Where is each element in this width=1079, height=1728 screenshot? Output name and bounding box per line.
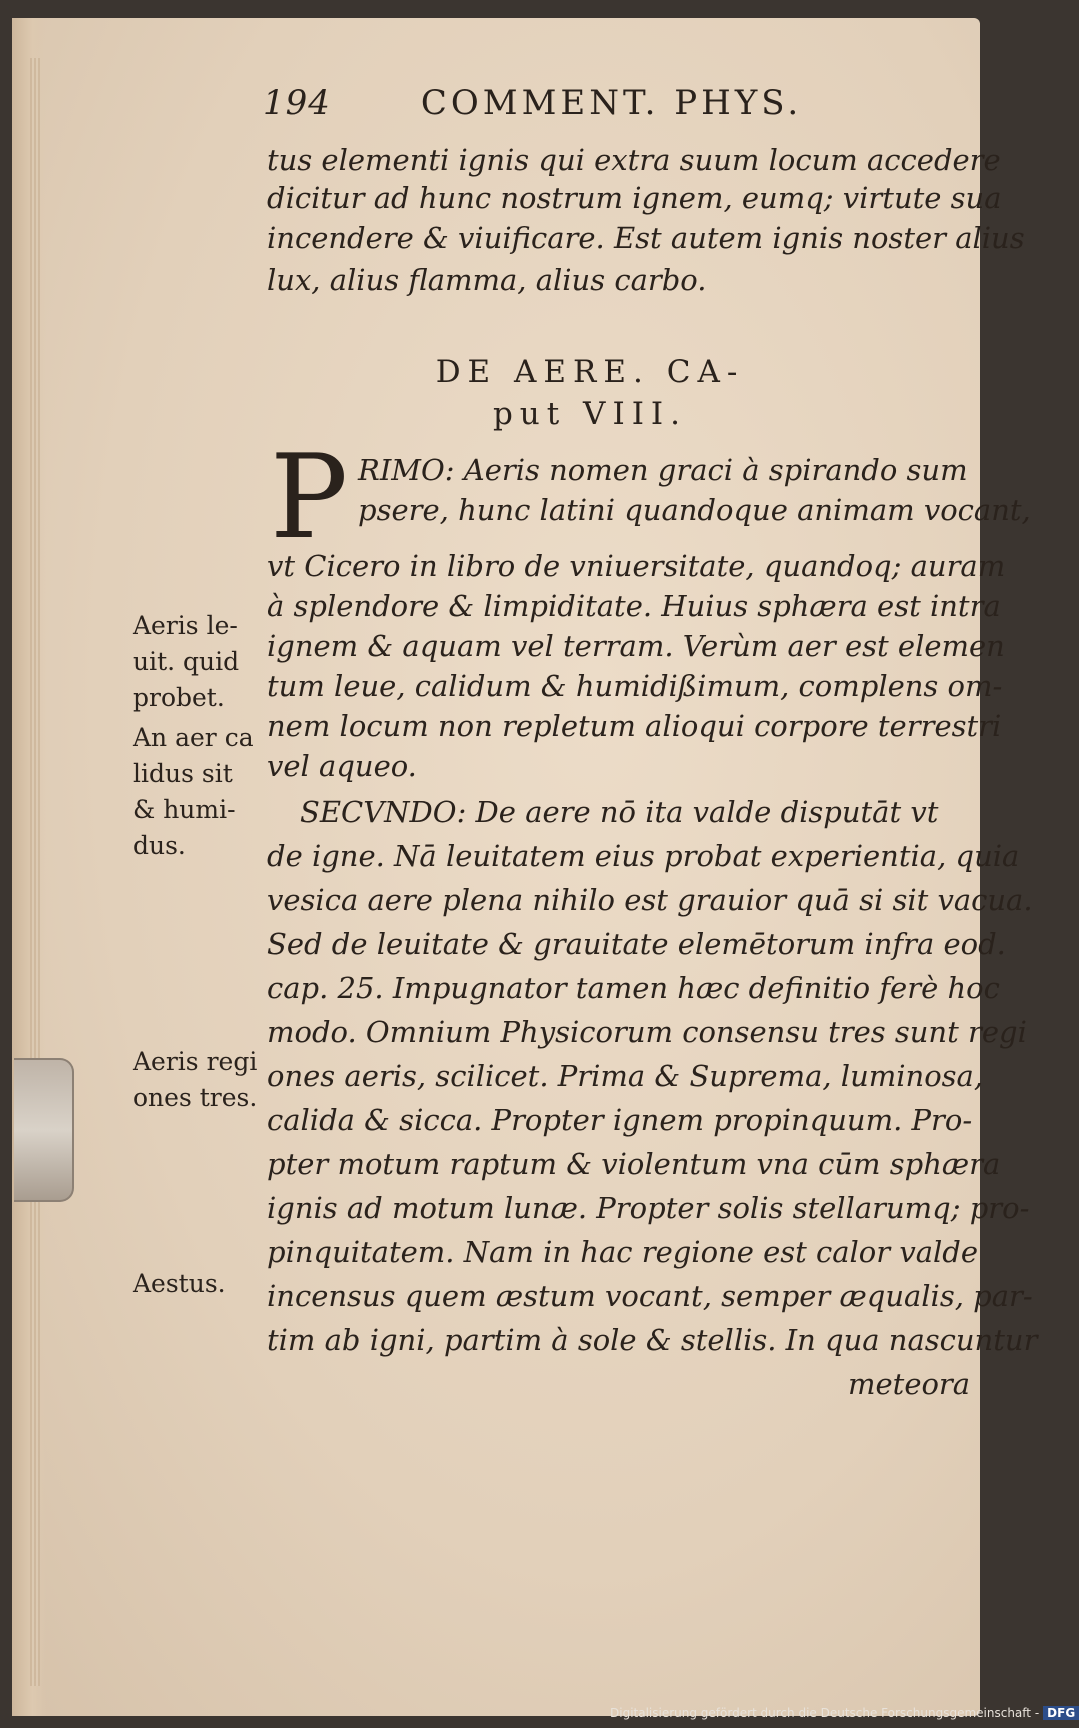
marginal-note-line: Aeris le- — [133, 611, 238, 640]
marginal-note-line: & humi- — [133, 795, 236, 824]
text-line: incensus quem æstum vocant, semper æqualis, par- — [267, 1279, 1033, 1313]
text-line: dicitur ad hunc nostrum ignem, eumq; virtute sua — [267, 181, 1002, 215]
text-line: cap. 25. Impugnator tamen hæc definitio ferè hoc — [267, 971, 1000, 1005]
marginal-note-line: ones tres. — [133, 1083, 258, 1112]
text-line: à splendore & limpiditate. Huius sphæra est intra — [267, 589, 1001, 623]
running-header — [263, 78, 883, 128]
running-title: COMMENT. PHYS. — [420, 83, 803, 123]
text-line: de igne. Nā leuitatem eius probat experientia, quia — [267, 839, 1020, 873]
marginal-note — [133, 1266, 273, 1302]
page-clip — [14, 1058, 74, 1202]
text-line: psere, hunc latini quandoque animam vocant, — [358, 493, 1031, 527]
page-number: 194 — [263, 83, 331, 123]
marginal-note-line: Aeris regi — [133, 1047, 258, 1076]
text-line: ignis ad motum lunæ. Propter solis stellarumq; pro- — [267, 1191, 1030, 1225]
text-line: tum leue, calidum & humidißimum, complens om- — [267, 669, 1003, 703]
page-leaf-edges — [30, 58, 40, 1686]
drop-cap: P — [270, 430, 349, 565]
marginal-note-line: dus. — [133, 831, 186, 860]
text-line: calida & sicca. Propter ignem propinquum. Pro- — [267, 1103, 973, 1137]
text-line: Sed de leuitate & grauitate elemētorum infra eod. — [267, 927, 1006, 961]
text-line: SECVNDO: De aere nō ita valde disputāt vt — [300, 795, 939, 829]
chapter-subtitle: put VIII. — [492, 396, 688, 432]
digitization-footer — [610, 1706, 1079, 1724]
text-line: vesica aere plena nihilo est grauior quā si sit vacua. — [267, 883, 1033, 917]
marginal-note — [133, 1044, 273, 1116]
text-line: incendere & viuificare. Est autem ignis noster alius — [267, 221, 1025, 255]
text-line: ones aeris, scilicet. Prima & Suprema, luminosa, — [267, 1059, 984, 1093]
text-line: RIMO: Aeris nomen graci à spirando sum — [358, 453, 968, 487]
text-line: vel aqueo. — [267, 749, 417, 783]
text-line: modo. Omnium Physicorum consensu tres sunt regi — [267, 1015, 1027, 1049]
catchword: meteora — [848, 1367, 971, 1401]
page-spine-shadow — [12, 18, 46, 1716]
marginal-note-line: Aestus. — [133, 1269, 226, 1298]
dfg-logo: DFG — [1043, 1706, 1079, 1720]
text-line: pter motum raptum & violentum vna cūm sphæra — [267, 1147, 1001, 1181]
text-line: lux, alius flamma, alius carbo. — [267, 263, 707, 297]
text-line: tus elementi ignis qui extra suum locum accedere — [267, 143, 1001, 177]
marginal-note-line: An aer ca — [133, 723, 254, 752]
marginal-note — [133, 608, 273, 716]
text-line: nem locum non repletum alioqui corpore terrestri — [267, 709, 1002, 743]
footer-text: Digitalisierung gefördert durch die Deutsche Forschungsgemeinschaft - — [610, 1706, 1040, 1720]
marginal-note-line: uit. quid — [133, 647, 240, 676]
marginal-note-line: probet. — [133, 683, 225, 712]
chapter-title: DE AERE. CA- — [435, 354, 745, 390]
marginal-note — [133, 720, 273, 864]
text-line: tim ab igni, partim à sole & stellis. In qua nascuntur — [267, 1323, 1038, 1357]
text-line: pinquitatem. Nam in hac regione est calor valde — [267, 1235, 979, 1269]
marginal-note-line: lidus sit — [133, 759, 233, 788]
text-line: vt Cicero in libro de vniuersitate, quandoq; auram — [267, 549, 1006, 583]
text-line: ignem & aquam vel terram. Verùm aer est elemen — [267, 629, 1005, 663]
